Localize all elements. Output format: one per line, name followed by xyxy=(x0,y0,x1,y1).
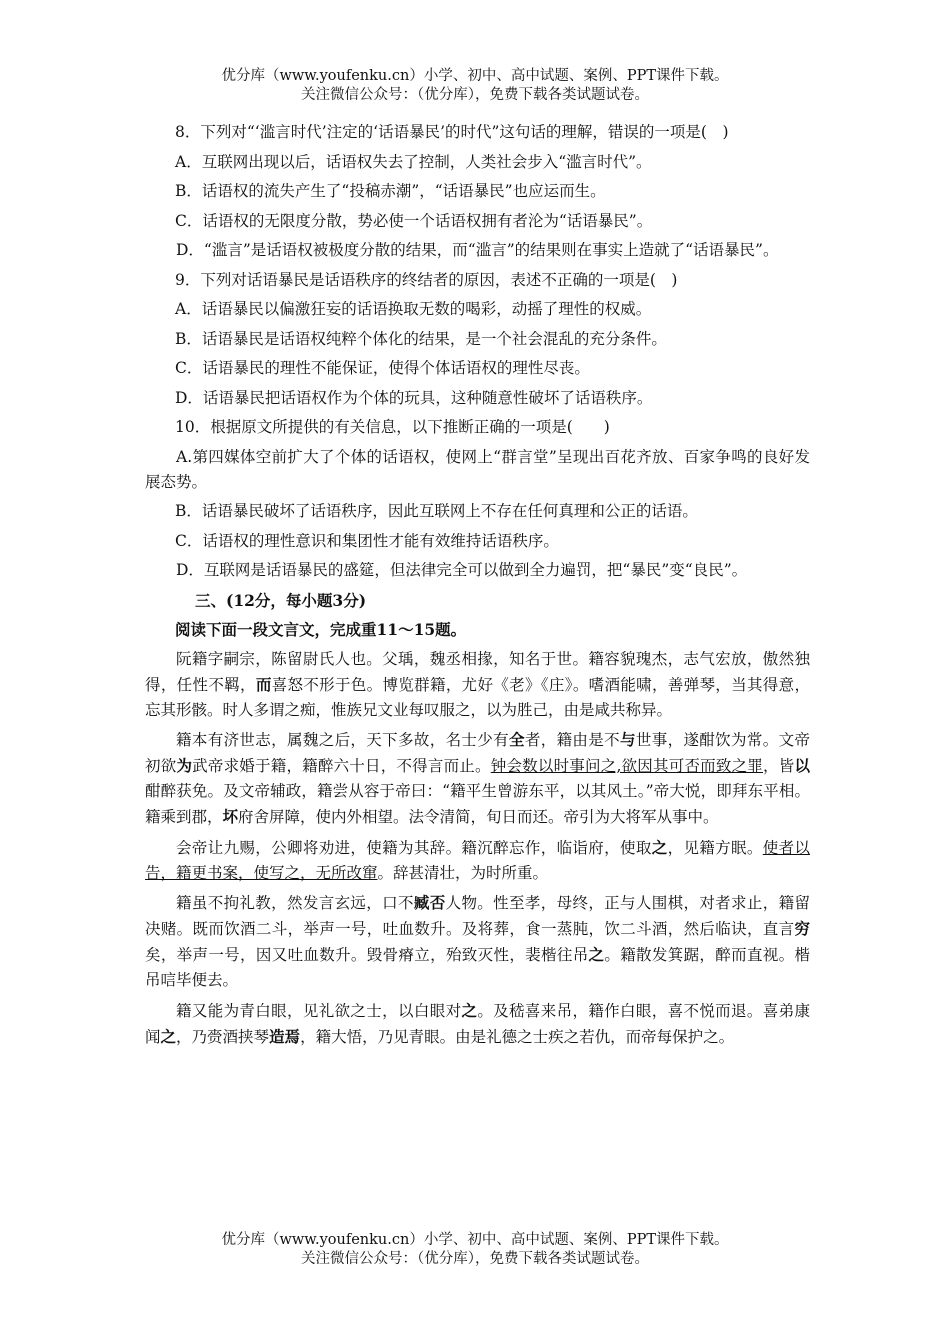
text-run: 籍又能为青白眼，见礼欲之士，以白眼对 xyxy=(176,1001,462,1020)
document-body xyxy=(145,120,810,1054)
text-run: 阮籍字嗣宗，陈留尉氏人也。父瑀，魏丞相掾，知名于世。籍容貌瑰杰，志气宏放，傲然独得，任性不羁， xyxy=(145,649,810,694)
section-3-instruction: 阅读下面一段文言文，完成重11～15题。 xyxy=(175,620,467,639)
header-line-1: 优分库（www.youfenku.cn）小学、初中、高中试题、案例、PPT课件下载。 xyxy=(221,68,729,84)
bold-word: 之 xyxy=(651,837,668,857)
text-run: 者，籍由是不 xyxy=(524,731,621,749)
question-9-option-d: D．话语暴民把话语权作为个体的玩具，这种随意性破坏了话语秩序。 xyxy=(175,388,653,407)
text-run: 籍虽不拘礼教，然发言玄远，口不 xyxy=(176,894,414,912)
text-run: 籍本有济世志，属魏之后，天下多故，名士少有 xyxy=(176,731,509,749)
bold-word: 以 xyxy=(794,756,810,775)
bold-word: 坏 xyxy=(222,807,239,826)
question-8-option-b: B．话语权的流失产生了“投稿赤潮”，“话语暴民”也应运而生。 xyxy=(175,182,606,200)
text-run: 人物。性至孝，母终，正与人围棋，对者求止，籍留决赌。既而饮酒二斗，举声一号，吐血数升。及将葬，食一蒸肫，饮二斗酒，然后临诀，直言 xyxy=(145,894,810,938)
passage-paragraph-4 xyxy=(145,890,810,993)
question-9-option-b: B．话语暴民是话语权纯粹个体化的结果，是一个社会混乱的充分条件。 xyxy=(175,329,667,348)
bold-word: 之 xyxy=(461,1000,478,1020)
question-9-stem: 9．下列对话语暴民是话语秩序的终结者的原因，表述不正确的一项是( ) xyxy=(175,270,678,289)
question-8-option-a: A．互联网出现以后，话语权失去了控制，人类社会步入“滥言时代”。 xyxy=(175,152,652,171)
header-line-2: 关注微信公众号：（优分库），免费下载各类试题试卷。 xyxy=(301,87,649,103)
text-run: 武帝求婚于籍，籍醉六十日，不得言而止。 xyxy=(192,757,491,775)
section-3-title: 三、(12分，每小题3分) xyxy=(195,590,367,610)
bold-word: 之 xyxy=(160,1026,177,1046)
text-run: ，乃赍酒挟琴 xyxy=(176,1027,270,1046)
question-8-option-c: C．话语权的无限度分散，势必使一个话语权拥有者沦为“话语暴民”。 xyxy=(175,211,653,230)
question-9-option-c: C．话语暴民的理性不能保证，使得个体话语权的理性尽丧。 xyxy=(175,359,590,377)
text-run: ，皆 xyxy=(763,757,795,775)
passage-paragraph-3 xyxy=(145,835,810,886)
bold-word: 穷 xyxy=(794,919,810,938)
text-run: 。辞甚清壮，为时所重。 xyxy=(377,863,549,882)
question-10-option-c: C．话语权的理性意识和集团性才能有效维持话语秩序。 xyxy=(175,531,559,550)
footer-line-2: 关注微信公众号：（优分库），免费下载各类试题试卷。 xyxy=(301,1251,649,1267)
text-run: 喜怒不形于色。博览群籍，尤好《老》《庄》。嗜酒能啸，善弹琴，当其得意，忘其形骸。时人多谓之痴，惟族兄文业每叹服之，以为胜己，由是咸共称异。 xyxy=(145,675,810,719)
question-9-option-a: A．话语暴民以偏激狂妄的话语换取无数的喝彩，动摇了理性的权威。 xyxy=(175,300,652,318)
bold-word: 为 xyxy=(176,756,193,775)
bold-word: 之 xyxy=(588,945,605,964)
text-run: 世事，遂酣饮为常。文帝初欲 xyxy=(145,731,810,775)
question-10-stem: 10．根据原文所提供的有关信息，以下推断正确的一项是( ) xyxy=(175,418,610,436)
page-header xyxy=(0,67,950,105)
bold-word: 全 xyxy=(509,730,525,749)
question-10-option-d: D．互联网是话语暴民的盛筵，但法律完全可以做到全力遍罚，把“暴民”变“良民”。 xyxy=(176,561,748,579)
passage-paragraph-1 xyxy=(145,647,810,723)
text-run: 酣醉获免。及文帝辅政，籍尝从容于帝曰：“籍平生曾游东平，以其风土。”帝大悦，即拜东平相。籍乘到郡， xyxy=(145,782,810,826)
question-10-option-a: A.第四媒体空前扩大了个体的话语权，使网上“群言堂”呈现出百花齐放、百家争鸣的良好发展态势。 xyxy=(145,447,810,491)
bold-word: 与 xyxy=(620,730,636,749)
question-8-stem: 8．下列对“‘滥言时代’注定的‘话语暴民’的时代”这句话的理解，错误的一项是( ) xyxy=(175,123,729,141)
bold-word: 而 xyxy=(255,674,272,694)
bold-word: 臧否 xyxy=(413,893,446,912)
text-run: ，见籍方眠。 xyxy=(667,838,763,857)
question-8-option-d: D．“滥言”是话语权被极度分散的结果，而“滥言”的结果则在事实上造就了“话语暴民”。 xyxy=(176,241,779,259)
passage-paragraph-2 xyxy=(145,727,810,830)
text-run: 府舍屏障，使内外相望。法令清简，旬日而还。帝引为大将军从事中。 xyxy=(238,808,719,826)
underlined-sentence: 钟会数以时事问之,欲因其可否而致之罪 xyxy=(490,757,764,775)
footer-line-1: 优分库（www.youfenku.cn）小学、初中、高中试题、案例、PPT课件下载。 xyxy=(221,1232,729,1248)
underlined-sentence: 使者以告，籍更书案，使写之，无所改窜 xyxy=(145,838,810,882)
page-footer xyxy=(0,1231,950,1269)
text-run: 会帝让九赐，公卿将劝进，使籍为其辞。籍沉醉忘作，临诣府，使取 xyxy=(176,838,652,857)
text-run: 。及嵇喜来吊，籍作白眼，喜不悦而退。喜弟康闻 xyxy=(145,1001,810,1046)
text-run: 。籍散发箕踞，醉而直视。楷吊唁毕便去。 xyxy=(145,946,810,989)
text-run: 矣，举声一号，因又吐血数升。毁骨瘠立，殆致灭性，裴楷往吊 xyxy=(145,946,589,964)
question-10-option-b: B．话语暴民破坏了话语秩序，因此互联网上不存在任何真理和公正的话语。 xyxy=(175,502,698,520)
bold-word: 造焉 xyxy=(269,1026,301,1046)
text-run: ，籍大悟，乃见青眼。由是礼德之士疾之若仇，而帝每保护之。 xyxy=(300,1027,735,1046)
passage-paragraph-5 xyxy=(145,998,810,1050)
